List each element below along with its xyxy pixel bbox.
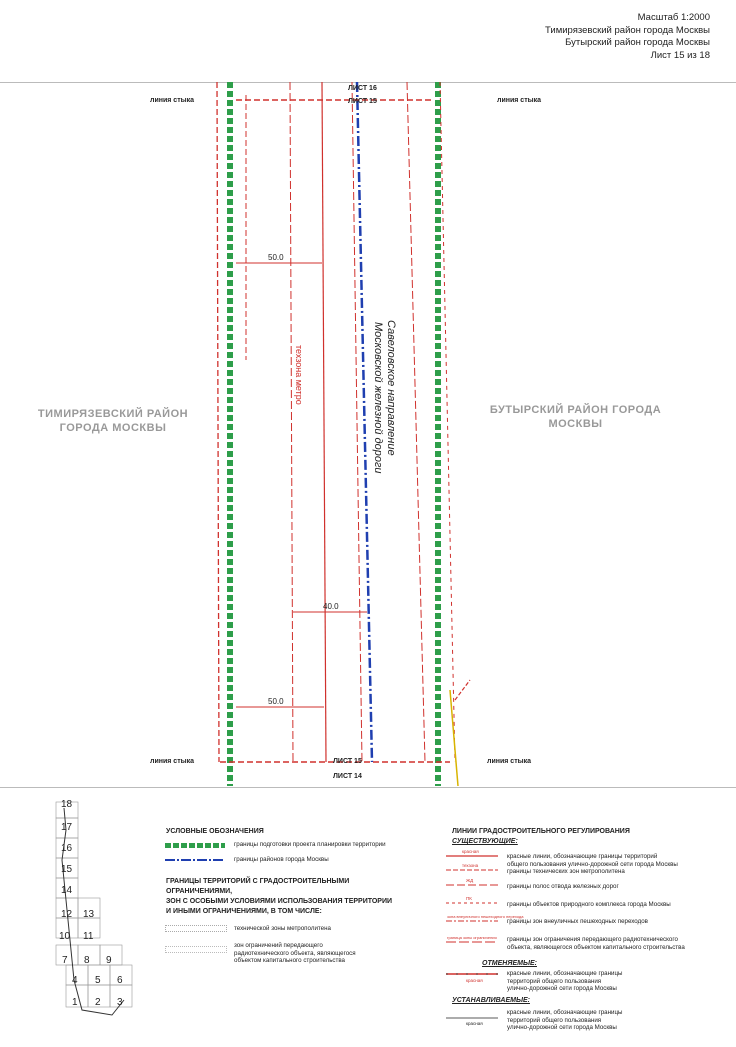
red-line-1 <box>217 82 219 762</box>
est1-line2: территорий общего пользования <box>507 1016 602 1024</box>
legend-sample-new: красная <box>466 1021 483 1026</box>
index-cell-6: 6 <box>117 975 123 986</box>
index-cell-16: 16 <box>61 843 73 854</box>
ex2-line: границы технических зон метрополитена <box>507 868 625 875</box>
can1-line3: улично-дорожной сети города Москвы <box>507 985 617 992</box>
radio-line2: радиотехнического объекта, являющегося <box>234 949 356 957</box>
scale-label: Масштаб 1:2000 <box>637 12 710 23</box>
ex6-line1: границы зон ограничения передающего радиотехнического <box>507 936 678 943</box>
district2-label: Бутырский район города Москвы <box>565 37 710 48</box>
district1-label: Тимирязевский район города Москвы <box>545 24 710 36</box>
index-cell-7: 7 <box>62 955 68 966</box>
legend-ex3: границы полос отвода железных дорог <box>507 883 619 890</box>
index-cell-1: 1 <box>72 997 78 1008</box>
est1-line1: красные линии, обозначающие границы <box>507 1009 623 1016</box>
index-cell-11: 11 <box>83 931 94 942</box>
index-cell-5: 5 <box>95 975 101 986</box>
railway-label-line2: Московской железной дороги <box>372 322 384 474</box>
left-district-label <box>28 407 198 435</box>
red-line-5 <box>440 82 455 762</box>
index-cell-18: 18 <box>61 799 73 810</box>
index-cell-15: 15 <box>61 864 73 875</box>
legend-reg-title: ЛИНИИ ГРАДОСТРОИТЕЛЬНОГО РЕГУЛИРОВАНИЯ <box>452 828 630 835</box>
index-cell-14: 14 <box>61 885 73 896</box>
legend-districts-text: границы районов города Москвы <box>234 856 329 863</box>
index-cell-4: 4 <box>72 975 78 986</box>
district-boundary <box>357 82 372 762</box>
restr-line1: ГРАНИЦЫ ТЕРРИТОРИЙ С ГРАДОСТРОИТЕЛЬНЫМИ <box>166 878 350 885</box>
can1-line2: территорий общего пользования <box>507 977 602 985</box>
junction-label-top-left: линия стыка <box>150 97 195 104</box>
index-cell-3: 3 <box>117 997 123 1008</box>
legend-cancelled-title: ОТМЕНЯЕМЫЕ: <box>482 960 537 967</box>
left-district-line1: ТИМИРЯЗЕВСКИЙ РАЙОН <box>37 408 189 420</box>
right-district-line2: МОСКВЫ <box>548 418 603 430</box>
right-district-label <box>488 403 663 431</box>
legend-metro-tech-text: технической зоны метрополитена <box>234 925 331 932</box>
est1-line3: улично-дорожной сети города Москвы <box>507 1024 617 1031</box>
legend-ex6 <box>507 936 685 951</box>
restr-line2: ОГРАНИЧЕНИЯМИ, <box>166 888 233 895</box>
legend-green-swatch <box>165 843 225 848</box>
legend-sample-ped: зона внеуличного пешеходного перехода <box>447 914 524 919</box>
index-cell-12: 12 <box>61 909 73 920</box>
legend-est1 <box>507 1009 622 1032</box>
metro-zone-label: техзона метро <box>294 345 304 405</box>
junction-label-top-right: линия стыка <box>497 97 542 104</box>
yellow-line <box>450 690 458 786</box>
dimension-top: 50.0 <box>268 253 284 262</box>
sheet-label-top-b: ЛИСТ 15 <box>348 98 377 105</box>
index-cell-9: 9 <box>106 955 112 966</box>
legend-sample-rail: ЖД <box>466 878 474 883</box>
index-cell-2: 2 <box>95 997 101 1008</box>
legend-sample-red: красная <box>462 849 479 854</box>
legend-boundary-text: границы подготовки проекта планировки территории <box>234 841 386 848</box>
index-cell-13: 13 <box>83 909 95 920</box>
red-line-3 <box>352 82 362 762</box>
red-line-4 <box>407 82 425 762</box>
legend-ex5: границы зон внеуличных пешеходных переходов <box>507 918 648 925</box>
legend-sample-radio: граница зоны ограничения <box>447 935 497 940</box>
index-cell-17: 17 <box>61 822 73 833</box>
left-district-line2: ГОРОДА МОСКВЫ <box>59 422 167 434</box>
legend-restrictions-title <box>166 877 392 917</box>
legend-ex1 <box>507 853 678 876</box>
ex6-line2: объекта, являющегося объектом капитального строительства <box>507 943 685 951</box>
railway-label-line1: Савеловское направление <box>385 320 397 456</box>
sheet-label-bottom-b: ЛИСТ 14 <box>333 773 362 780</box>
legend-title: УСЛОВНЫЕ ОБОЗНАЧЕНИЯ <box>166 828 264 835</box>
legend-sample-cancel: красная <box>466 978 483 983</box>
index-cell-10: 10 <box>59 931 71 942</box>
sheet-label-top-a: ЛИСТ 16 <box>348 85 377 92</box>
legend-established-title: УСТАНАВЛИВАЕМЫЕ: <box>452 997 530 1004</box>
ex1-line2: общего пользования улично-дорожной сети города Москвы <box>507 860 678 868</box>
restr-line3: ЗОН С ОСОБЫМИ УСЛОВИЯМИ ИСПОЛЬЗОВАНИЯ ТЕРРИТОРИИ <box>166 898 393 905</box>
junction-label-bottom-left: линия стыка <box>150 758 195 765</box>
legend-radio-text <box>234 942 356 965</box>
index-cell-8: 8 <box>84 955 90 966</box>
legend-blue-swatch <box>165 859 225 861</box>
dimension-bottom: 50.0 <box>268 697 284 706</box>
radio-line3: объектом капитального строительства <box>234 957 345 964</box>
restr-line4: И ИНЫМИ ОГРАНИЧЕНИЯМИ, В ТОМ ЧИСЛЕ: <box>166 908 322 915</box>
radio-line1: зон ограничений передающего <box>234 942 323 949</box>
junction-label-bottom-right: линия стыка <box>487 758 532 765</box>
legend-sample-metro: техзона <box>462 863 479 868</box>
dimension-mid: 40.0 <box>323 602 339 611</box>
red-diagonal <box>455 680 470 700</box>
metro-zone-line <box>322 82 326 762</box>
legend-ex4: границы объектов природного комплекса города Москвы <box>507 901 671 908</box>
red-line-2 <box>290 82 293 762</box>
legend-metro-swatch <box>165 925 227 932</box>
legend-radio-swatch <box>165 946 227 953</box>
can1-line1: красные линии, обозначающие границы <box>507 970 623 977</box>
ex1-line1: красные линии, обозначающие границы территорий <box>507 853 658 860</box>
sheet-label-bottom-a: ЛИСТ 15 <box>333 758 362 765</box>
legend-can1 <box>507 970 622 993</box>
sheet-number: Лист 15 из 18 <box>650 49 710 61</box>
legend-existing-title: СУЩЕСТВУЮЩИЕ: <box>452 838 518 845</box>
legend-sample-pk: ПК <box>466 896 472 901</box>
right-district-line1: БУТЫРСКИЙ РАЙОН ГОРОДА <box>489 404 662 416</box>
